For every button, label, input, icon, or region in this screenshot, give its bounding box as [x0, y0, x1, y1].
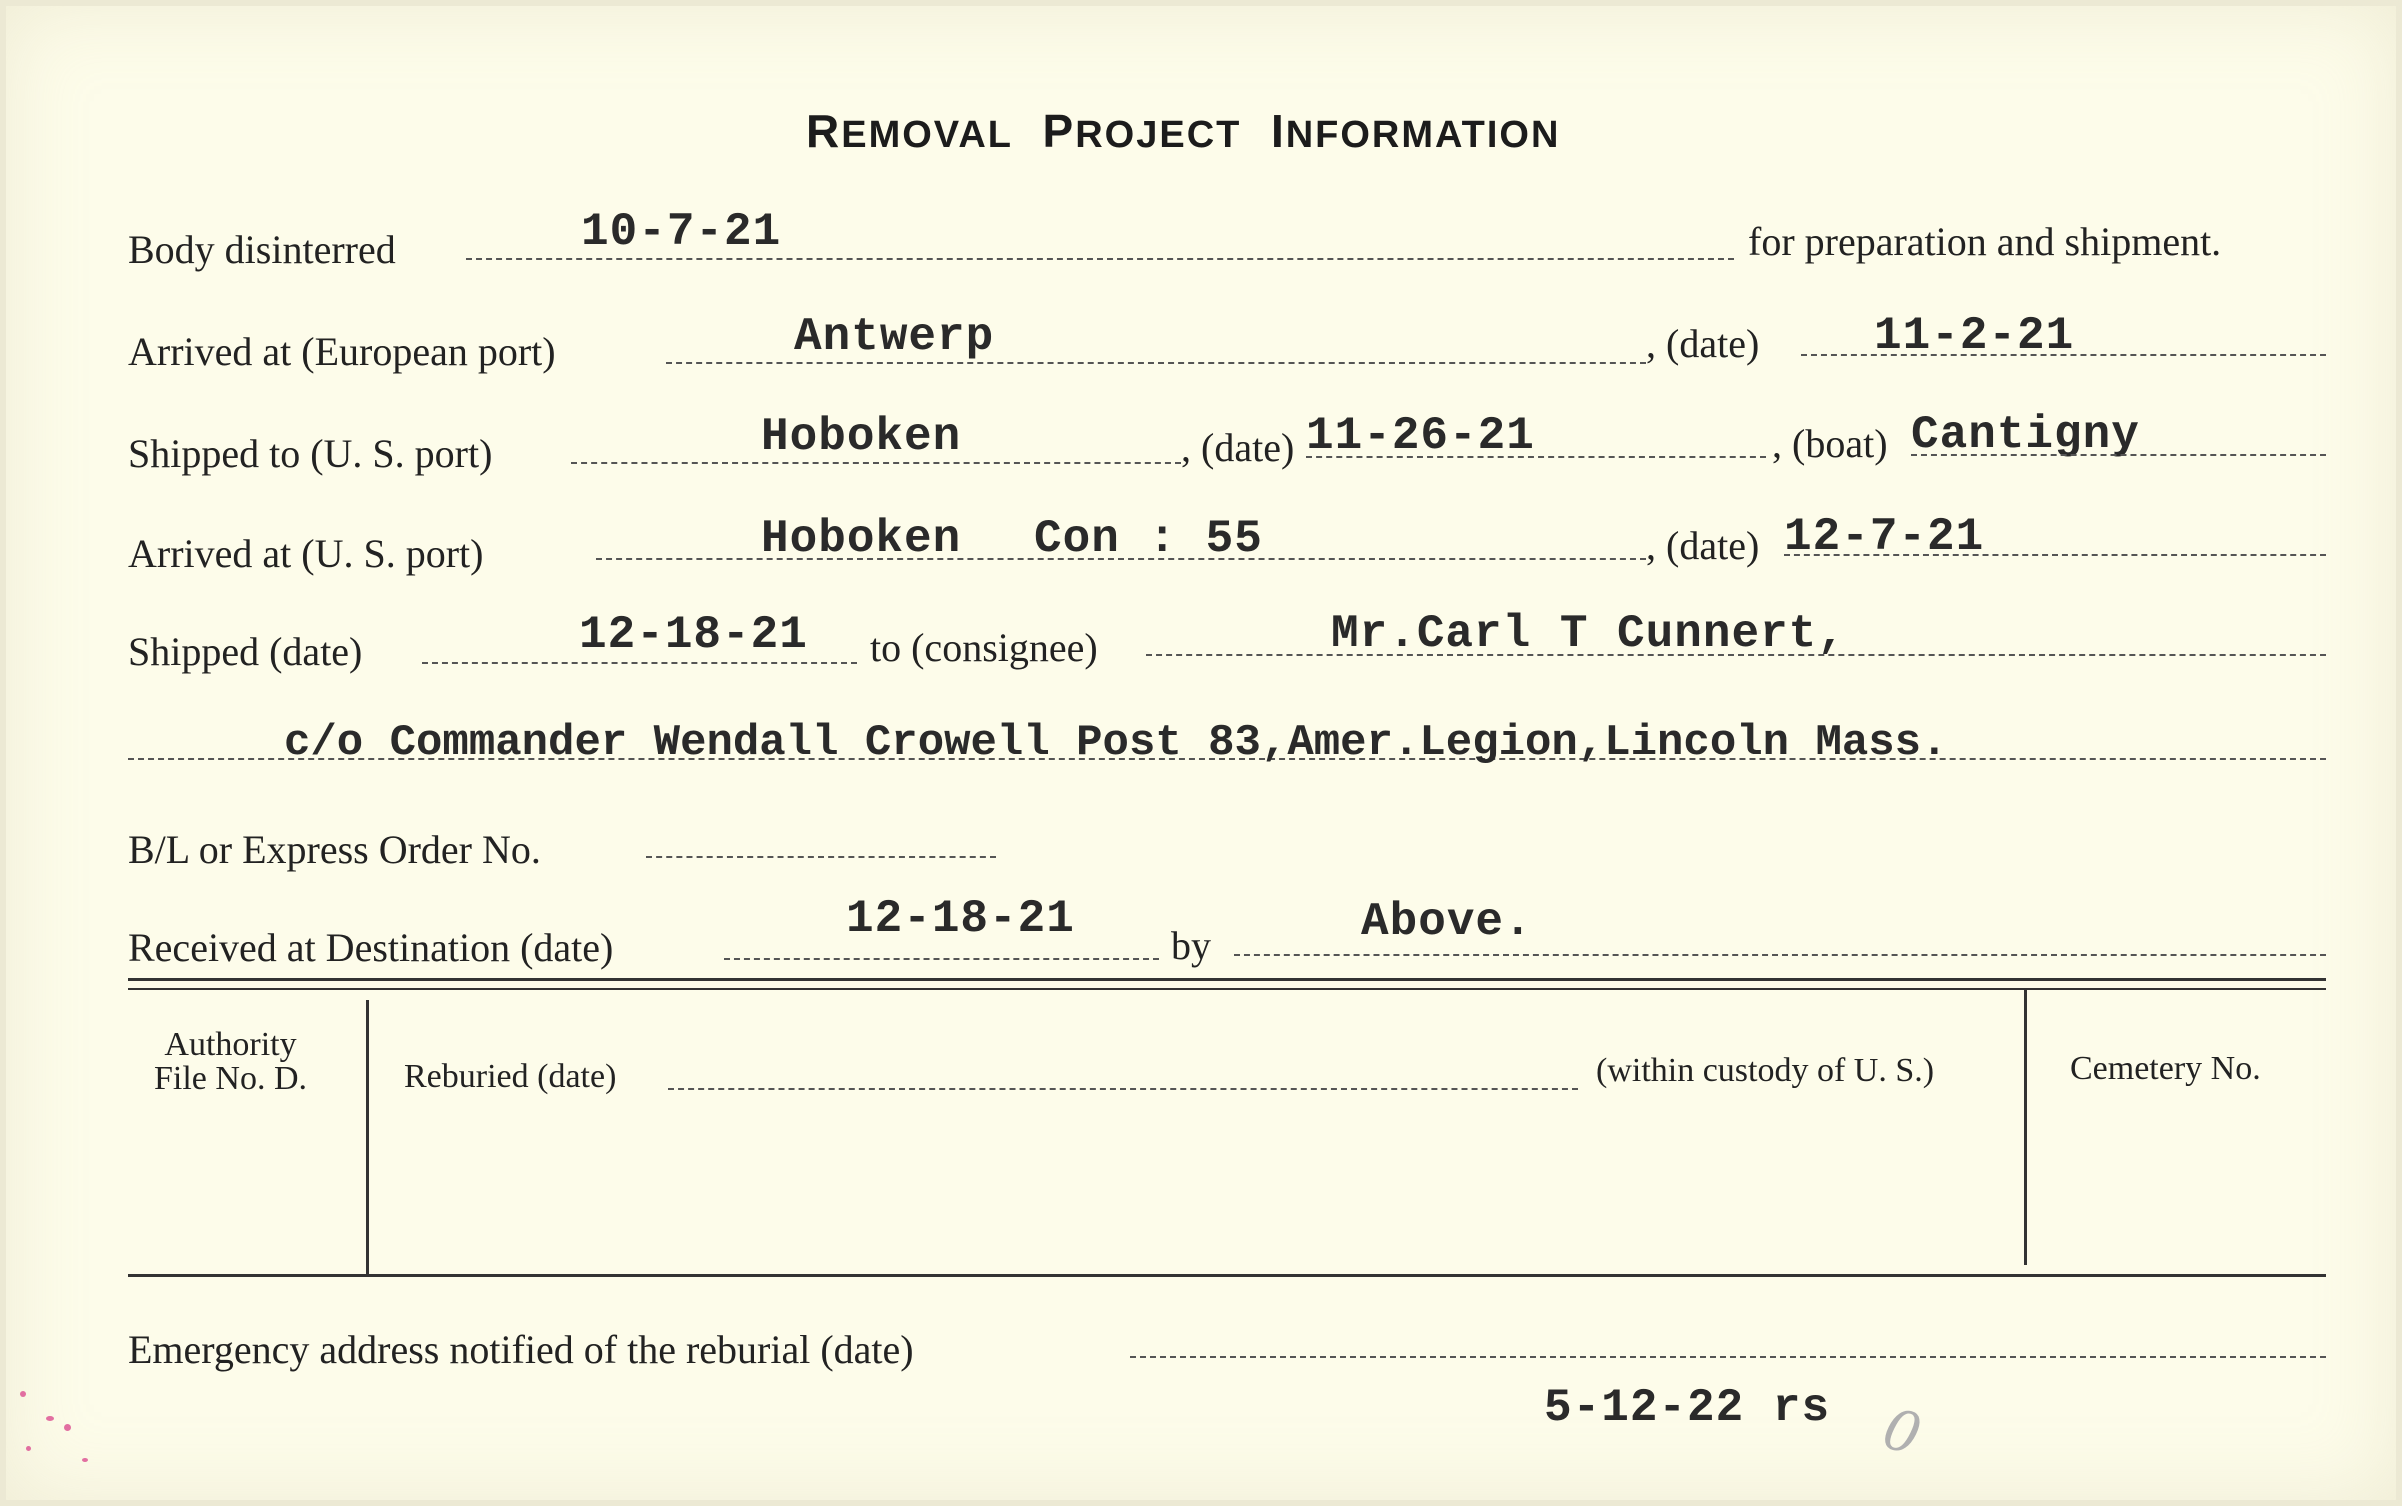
dotted-line — [646, 856, 996, 858]
label-date: , (date) — [1646, 523, 1760, 568]
value-arrived-us-date: 12-7-21 — [1784, 511, 1985, 563]
label-bl-order: B/L or Express Order No. — [128, 827, 541, 872]
label-shipped-date: Shipped (date) — [128, 629, 363, 674]
value-boat: Cantigny — [1911, 409, 2140, 461]
value-european-port: Antwerp — [794, 311, 995, 363]
value-con-number: Con : 55 — [1034, 513, 1263, 565]
ink-stain — [64, 1424, 71, 1431]
value-arrived-us-port: Hoboken — [761, 513, 962, 565]
label-body-disinterred: Body disinterred — [128, 227, 396, 272]
card-title: REMOVAL PROJECT INFORMATION — [806, 105, 1561, 157]
value-shipped-date: 12-18-21 — [579, 609, 808, 661]
value-received-date: 12-18-21 — [846, 893, 1075, 945]
value-us-port-date: 11-26-21 — [1306, 410, 1535, 462]
label-arrived-european-port: Arrived at (European port) — [128, 329, 556, 374]
value-us-port: Hoboken — [761, 411, 962, 463]
ink-stain — [46, 1416, 54, 1421]
label-shipped-to-us-port: Shipped to (U. S. port) — [128, 431, 493, 476]
value-emergency-date: 5-12-22 rs — [1544, 1382, 1831, 1434]
value-consignee-address: c/o Commander Wendall Crowell Post 83,Amer.Legion,Lincoln Mass. — [284, 718, 1948, 768]
label-for-preparation: for preparation and shipment. — [1748, 219, 2222, 264]
label-authority-line2: File No. D. — [154, 1060, 307, 1097]
dotted-line — [1130, 1356, 2326, 1358]
value-body-disinterred: 10-7-21 — [581, 206, 782, 258]
ink-stain — [20, 1391, 26, 1397]
label-date: , (date) — [1646, 321, 1760, 366]
label-to-consignee: to (consignee) — [870, 625, 1098, 670]
handwritten-mark: 0 — [1876, 1396, 1928, 1469]
ink-stain — [26, 1446, 31, 1451]
label-by: by — [1171, 923, 1211, 968]
dotted-line — [466, 258, 1734, 260]
label-boat: , (boat) — [1772, 421, 1888, 466]
dotted-line — [1306, 456, 1766, 458]
value-european-date: 11-2-21 — [1874, 310, 2075, 362]
value-received-by: Above. — [1361, 896, 1533, 948]
box-divider-left — [366, 1000, 369, 1275]
label-arrived-us-port: Arrived at (U. S. port) — [128, 531, 484, 576]
label-authority — [154, 1028, 307, 1096]
value-consignee: Mr.Carl T Cunnert, — [1331, 608, 1846, 660]
dotted-line — [1911, 454, 2326, 456]
dotted-line — [422, 662, 857, 664]
label-cemetery-no: Cemetery No. — [2070, 1050, 2261, 1087]
box-divider-right — [2024, 990, 2027, 1265]
divider-top-second — [128, 988, 2326, 990]
label-authority-line1: Authority — [164, 1026, 297, 1063]
ink-stain — [82, 1458, 88, 1462]
label-emergency-address: Emergency address notified of the reburial (date) — [128, 1327, 914, 1372]
label-date: , (date) — [1181, 425, 1295, 470]
dotted-line — [724, 958, 1159, 960]
dotted-line — [1234, 954, 2326, 956]
label-within-custody: (within custody of U. S.) — [1596, 1052, 1935, 1089]
divider-bottom — [128, 1274, 2326, 1277]
label-received-destination: Received at Destination (date) — [128, 925, 614, 970]
label-reburied: Reburied (date) — [404, 1058, 617, 1095]
dotted-line — [1784, 554, 2326, 556]
divider-top — [128, 978, 2326, 981]
dotted-line — [668, 1088, 1578, 1090]
